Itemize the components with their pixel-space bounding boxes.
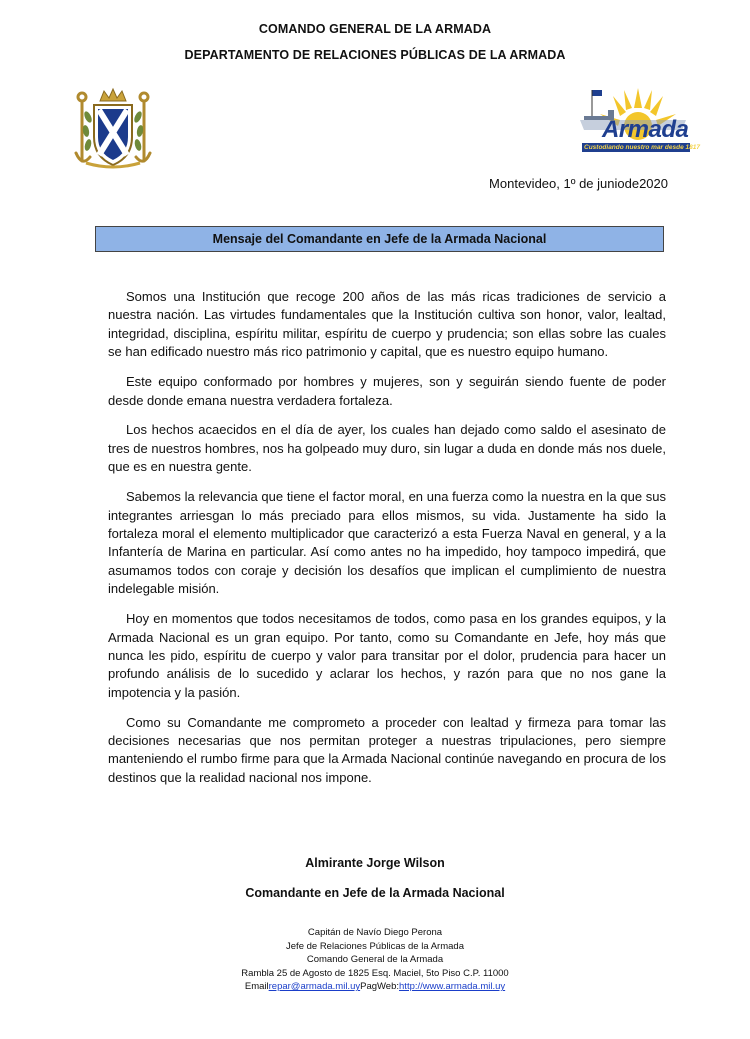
email-label: Email [244, 981, 269, 993]
paragraph: Los hechos acaecidos en el día de ayer, los cuales han dejado como saldo el asesinato de tres de nuestros hombres, nos ha golpeado muy duro, sin lugar a duda en donde más nos duele, que es en nuestra gente. [108, 422, 666, 475]
armada-logo [578, 86, 700, 158]
header-line-2: DEPARTAMENTO DE RELACIONES PÚBLICAS DE LA ARMADA [184, 48, 566, 62]
logo-tagline: Custodiando nuestro mar desde 1817 [584, 144, 700, 151]
footer-organization: Comando General de la Armada [306, 954, 444, 966]
footer-contact-role: Jefe de Relaciones Públicas de la Armada [286, 940, 464, 952]
footer-contact-name: Capitán de Navío Diego Perona [307, 927, 443, 938]
signature-role: Comandante en Jefe de la Armada Nacional [245, 886, 505, 900]
paragraph: Sabemos la relevancia que tiene el factor moral, en una fuerza como la nuestra en la que sus integrantes arriesgan lo más preciado para ellos mismos, su vida. Justamente ha sido la fortaleza moral el elemento multiplicador que caracterizó a esta Fuerza Naval en general, y a la Infantería de Marina en particular. Así como antes no ha impedido, hoy tampoco impedirá, que asumamos todos con coraje y decisión los desafíos que implican el cumplimiento de nuestra indelegable misión. [108, 489, 666, 597]
logo-wordmark: Armada [602, 116, 689, 143]
paragraph: Como su Comandante me comprometo a proceder con lealtad y firmeza para tomar las decisiones necesarias que nos permitan proteger a nuestras tripulaciones, pero siempre manteniendo el rumbo firme para que la Armada Nacional continúe navegando en procura de los destinos que la realidad nacional nos impone. [108, 714, 666, 785]
footer-address: Rambla 25 de Agosto de 1825 Esq. Maciel, 5to Piso C.P. 11000 [241, 967, 509, 979]
website-link[interactable]: http://www.armada.mil.uy [399, 981, 506, 993]
navy-crest-icon [72, 87, 154, 171]
message-title: Mensaje del Comandante en Jefe de la Armada Nacional [95, 226, 664, 252]
header-line-1: COMANDO GENERAL DE LA ARMADA [258, 22, 492, 36]
paragraph: Este equipo conformado por hombres y mujeres, son y seguirán siendo fuente de poder desde donde emana nuestra verdadera fortaleza. [108, 374, 666, 408]
paragraph: Hoy en momentos que todos necesitamos de todos, como pasa en los grandes equipos, y la Armada Nacional es un gran equipo. Por tanto, como su Comandante en Jefe, hoy más que nunca les pido, espíritu de cuerpo y valor para transitar por el dolor, prudencia para hacer un profundo análisis de lo sucedido y aclarar los hechos, y razón para que no nos gane la impotencia y la pasión. [108, 611, 666, 700]
footer-links [0, 980, 750, 994]
web-label: PagWeb: [360, 981, 400, 993]
footer [0, 926, 750, 994]
signature-name: Almirante Jorge Wilson [305, 856, 445, 870]
email-link[interactable]: repar@armada.mil.uy [268, 981, 361, 993]
paragraph: Somos una Institución que recoge 200 años de las más ricas tradiciones de servicio a nuestra nación. Las virtudes fundamentales que la Institución cultiva son honor, valor, lealtad, integridad, disciplina, espíritu militar, espíritu de cuerpo y prudencia; son ellas sobre las cuales se han edificado nuestro más rico patrimonio y capital, que es nuestro equipo humano. [108, 289, 666, 360]
document-date: Montevideo, 1º de juniode2020 [489, 176, 668, 191]
message-body [108, 288, 666, 799]
